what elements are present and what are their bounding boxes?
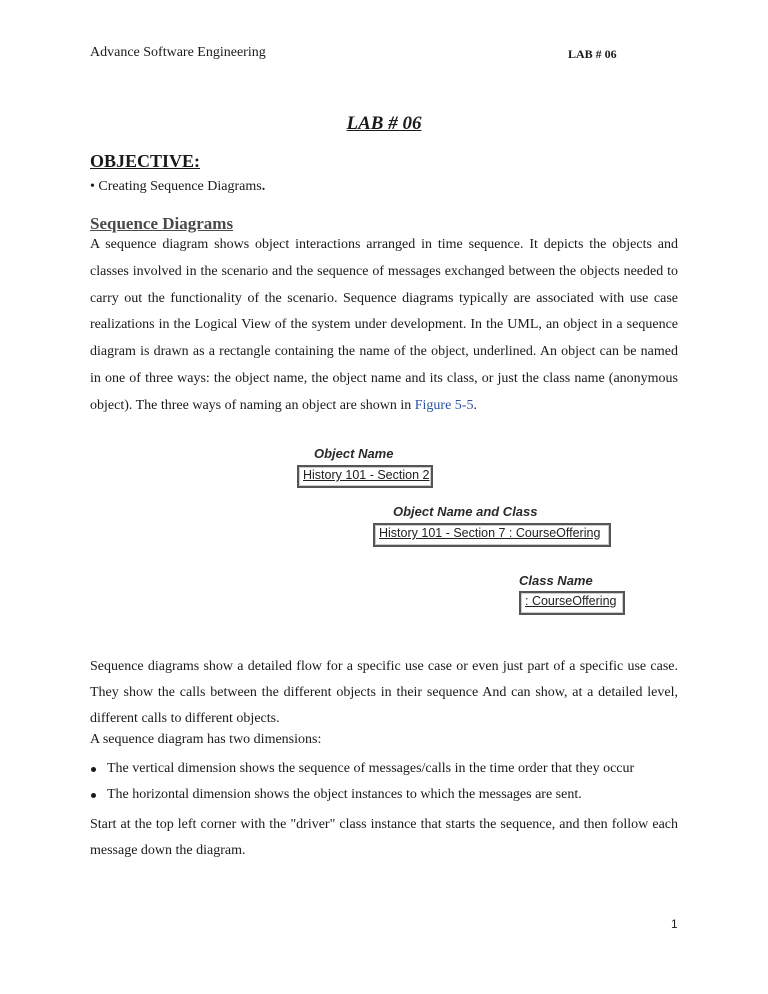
paragraph-start: Start at the top left corner with the "driver" class instance that starts the sequence, and then follow each message down the diagram.	[90, 817, 678, 858]
figure-label-class-name: Class Name	[519, 573, 593, 588]
figure-box-class-name	[519, 591, 625, 615]
section-heading: Sequence Diagrams	[90, 214, 234, 233]
paragraph-intro-text: A sequence diagram shows object interactions arranged in time sequence. It depicts the objects and classes involved in the scenario and the sequence of messages exchanged between the objects needed to carry out the functionality of the scenario. Sequence diagrams typically are associated with use case realizations in the Logical View of the system under development. In the UML, an object in a sequence diagram is drawn as a rectangle containing the name of the object, underlined. An object can be named in one of three ways: the object name, the object name and its class, or just the class name (anonymous object). The three ways of naming an object are shown in	[90, 237, 678, 413]
objective-item-text: Creating Sequence Diagrams	[98, 179, 262, 194]
header-course-title: Advance Software Engineering	[90, 45, 266, 60]
header-lab-number: LAB # 06	[568, 47, 617, 61]
figure-box-object-name	[297, 465, 433, 488]
page-title: LAB # 06	[346, 113, 422, 134]
objective-item-period: .	[261, 179, 266, 194]
list-item: The horizontal dimension shows the object instances to which the messages are sent.	[90, 782, 690, 808]
paragraph-dimensions: A sequence diagram has two dimensions:	[90, 732, 322, 747]
figure-box-object-name-class-text: History 101 - Section 7 : CourseOffering	[379, 526, 601, 540]
figure-box-class-name-text: : CourseOffering	[525, 594, 617, 608]
objective-item	[90, 179, 265, 195]
objective-heading: OBJECTIVE:	[90, 151, 201, 171]
figure-box-object-name-text: History 101 - Section 2	[303, 468, 430, 482]
paragraph-intro	[90, 232, 678, 420]
figure-label-object-name: Object Name	[314, 446, 394, 461]
figure-box-object-name-class	[373, 523, 611, 547]
page-number: 1	[671, 917, 678, 931]
paragraph-intro-end: .	[473, 397, 477, 413]
objective-bullet: •	[90, 179, 95, 194]
dimension-list	[90, 756, 690, 808]
paragraph-detail: Sequence diagrams show a detailed flow for a specific use case or even just part of a specific use case. They show the calls between the different objects in their sequence And can show, at a detailed level, different calls to different objects.	[90, 659, 678, 726]
list-item: The vertical dimension shows the sequence of messages/calls in the time order that they occur	[90, 756, 690, 782]
figure-link[interactable]: Figure 5-5	[414, 397, 474, 413]
figure-label-object-name-class: Object Name and Class	[393, 504, 538, 519]
